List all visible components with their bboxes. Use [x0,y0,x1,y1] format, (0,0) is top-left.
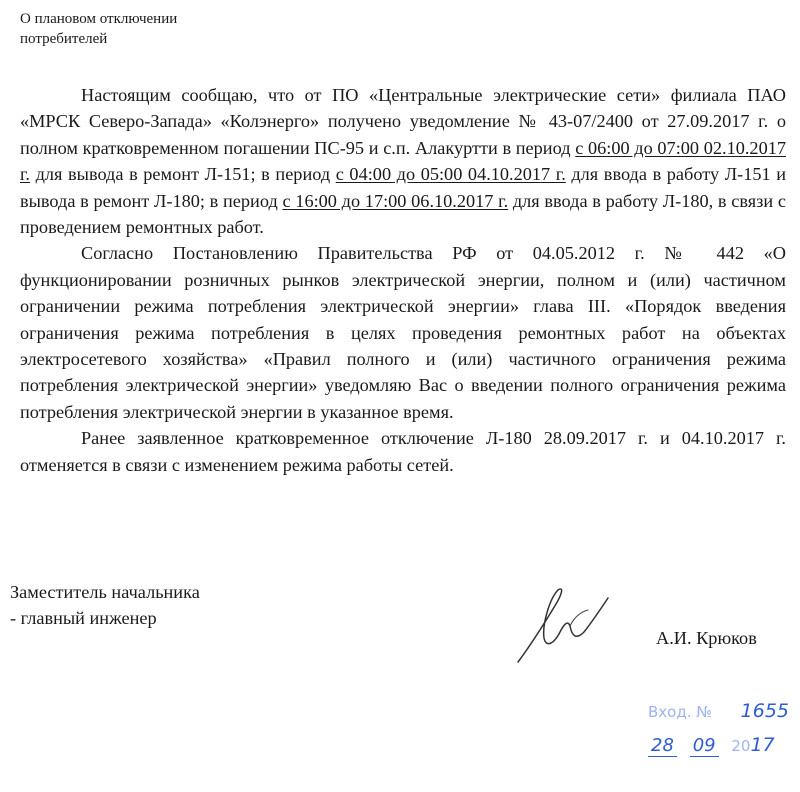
signatory-title-line-1: Заместитель начальника [10,582,200,602]
stamp-year-suffix: 17 [750,734,775,756]
stamp-number-row [648,700,789,722]
signatory-name: А.И. Крюков [656,628,757,648]
notice-text-4: для ввода в работу Л-180, в связи с проведением ремонтных работ. [20,190,786,238]
notice-text-2: для вывода в ремонт Л-151; в период [30,164,336,185]
stamp-month: 09 [690,735,719,757]
stamp-label: Вход. № [648,703,712,721]
outage-period-1: с 06:00 до 07:00 02.10.2017 г. [20,137,786,185]
outage-period-3: с 16:00 до 17:00 06.10.2017 г. [282,190,509,211]
notice-text-3: для ввода в работу Л-151 и вывода в ремонт Л-180; в период [20,164,786,211]
notice-text-1: Настоящим сообщаю, что от ПО «Центральные электрические сети» филиала ПАО «МРСК Северо-Запада» «Колэнерго» получено уведомление № 43-07/2400 от 27.09.2017 г. о полном кратковременном погашении ПС-95 и с.п. Алакуртти в период [20,85,786,158]
paragraph-notice [20,82,786,240]
paragraph-cancellation: Ранее заявленное кратковременное отключение Л-180 28.09.2017 г. и 04.10.2017 г. отменяется в связи с изменением режима работы сетей. [20,428,786,475]
letter-subject [20,9,177,49]
signatory-title [10,579,200,631]
subject-line-1: О плановом отключении [20,11,178,27]
handwritten-signature [500,580,630,670]
stamp-number: 1655 [740,700,789,722]
outage-period-2: с 04:00 до 05:00 04.10.2017 г. [335,164,566,185]
letter-body [20,82,786,478]
stamp-year-prefix: 20 [731,737,751,755]
paragraph-regulation: Согласно Постановлению Правительства РФ от 04.05.2012 г. № 442 «О функционировании розничных рынков электрической энергии, полном и (или) частичном ограничении режима потребления электрической энергии» глава III. «Порядок введения ограничения режима потребления в целях проведения ремонтных работ на объектах электросетевого хозяйства» «Правил полного и (или) частичного ограничения режима потребления электрической энергии» уведомляю Вас о введении полного ограничения режима потребления электрической энергии в указанное время. [20,243,786,422]
stamp-day: 28 [648,735,677,757]
subject-line-2: потребителей [20,31,108,47]
signatory-title-line-2: - главный инженер [10,608,157,628]
stamp-date-row [648,734,775,756]
